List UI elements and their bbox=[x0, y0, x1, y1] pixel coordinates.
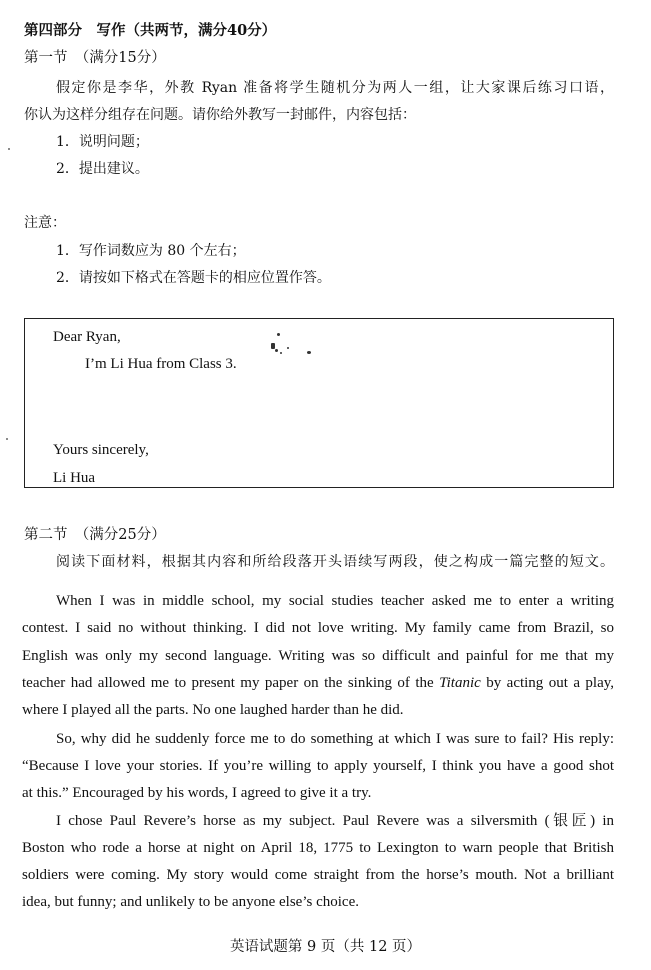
part-heading: 第四部分 写作（共两节，满分40分） bbox=[24, 22, 277, 39]
letter-signature: Li Hua bbox=[53, 470, 96, 486]
passage-line: When I was in middle school, my social studies teacher asked me to enter a writing bbox=[56, 593, 614, 609]
scan-speck bbox=[271, 343, 275, 349]
passage-line: soldiers were coming. My story would come straight from the horse’s mouth. Not a brilliant bbox=[22, 867, 614, 883]
scan-speck bbox=[277, 333, 280, 336]
passage-line: English was only my second language. Writing was so difficult and painful for me that my bbox=[22, 648, 614, 664]
letter-salutation: Dear Ryan, bbox=[53, 329, 121, 345]
content-item-1: 1．说明问题； bbox=[56, 134, 149, 150]
letter-opening: I’m Li Hua from Class 3. bbox=[85, 356, 237, 372]
page-footer: 英语试题第 9 页（共 12 页） bbox=[229, 939, 422, 955]
passage-line: “Because I love your stories. If you’re willing to apply yourself, I think you have a good shot bbox=[22, 758, 614, 774]
passage-line: So, why did he suddenly force me to do something at which I was sure to fail? His reply: bbox=[56, 731, 614, 747]
letter-closing: Yours sincerely, bbox=[53, 442, 149, 458]
passage-line: idea, but funny; and unlikely to be anyone else’s choice. bbox=[22, 894, 359, 910]
passage-line: I chose Paul Revere’s horse as my subject. Paul Revere was a silversmith (银匠) in bbox=[56, 813, 614, 829]
passage-line: contest. I said no without thinking. I did not love writing. My family came from Brazil, so bbox=[22, 620, 614, 636]
scan-speck bbox=[287, 347, 289, 349]
scan-speck bbox=[275, 349, 278, 352]
scan-speck bbox=[307, 351, 311, 354]
passage-italic-title: Titanic bbox=[439, 675, 481, 691]
prompt-line-2: 你认为这样分组存在问题。请你给外教写一封邮件，内容包括： bbox=[24, 107, 416, 123]
section2-title: 第二节 （满分25分） bbox=[24, 527, 166, 543]
scan-speck bbox=[280, 352, 282, 354]
section1-title: 第一节 （满分15分） bbox=[24, 50, 166, 66]
passage-line: at this.” Encouraged by his words, I agreed to give it a try. bbox=[22, 785, 372, 801]
note-2: 2．请按如下格式在答题卡的相应位置作答。 bbox=[56, 270, 331, 286]
prompt-line-1: 假定你是李华，外教 Ryan 准备将学生随机分为两人一组，让大家课后练习口语， bbox=[56, 80, 614, 96]
section2-instruction: 阅读下面材料，根据其内容和所给段落开头语续写两段，使之构成一篇完整的短文。 bbox=[56, 554, 614, 570]
scan-speck bbox=[8, 148, 10, 150]
passage-line: where I played all the parts. No one laughed harder than he did. bbox=[22, 702, 404, 718]
note-1: 1．写作词数应为 80 个左右； bbox=[56, 243, 246, 259]
scan-speck bbox=[6, 438, 8, 440]
passage-line: Boston who rode a horse at night on April 18, 1775 to Lexington to warn people that British bbox=[22, 840, 614, 856]
passage-line-mixed bbox=[22, 673, 614, 693]
passage-text: teacher had allowed me to present my paper on the sinking of the bbox=[22, 675, 434, 691]
content-item-2: 2．提出建议。 bbox=[56, 161, 149, 177]
letter-format-box bbox=[24, 318, 614, 488]
notes-label: 注意： bbox=[24, 215, 66, 231]
passage-text: by acting out a play, bbox=[486, 675, 615, 691]
